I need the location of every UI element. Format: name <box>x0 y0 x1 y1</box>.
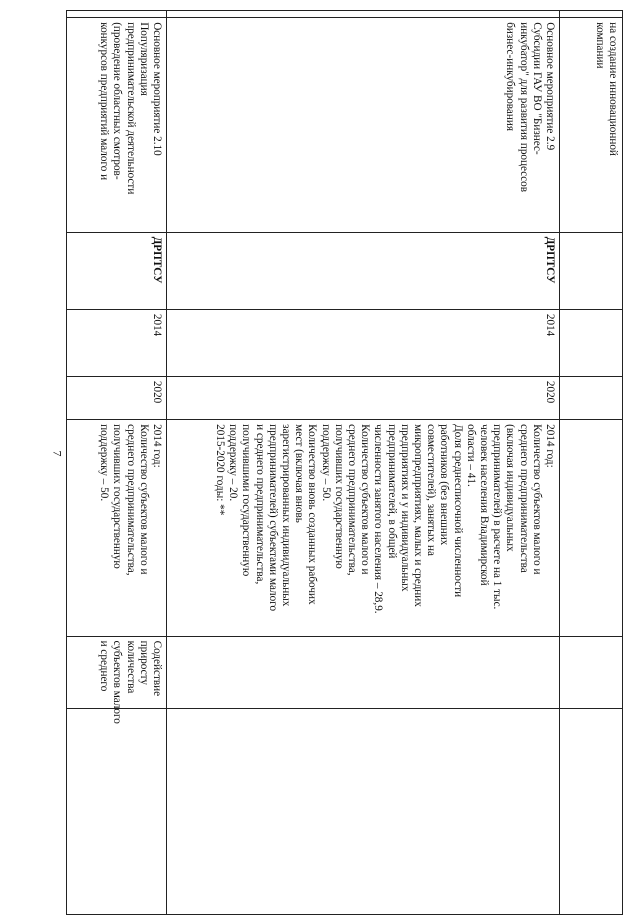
text-line: предпринимателей, в общей <box>385 424 398 559</box>
executor-cell: ДРПТСУ <box>167 232 560 309</box>
text-line: поддержку – 50. <box>319 424 332 502</box>
rotated-table-page <box>67 10 623 915</box>
executor-cell: ДРПТСУ <box>67 232 167 309</box>
text-line: микропредприятиях, малых и средних <box>411 424 424 607</box>
text-line: Количество вновь созданных рабочих <box>306 424 319 605</box>
measure-cell <box>167 18 560 232</box>
text-line: конкурсов предприятий малого и <box>98 22 111 181</box>
text-line: Основное мероприятие 2.10 <box>151 22 163 156</box>
measure-cell <box>67 18 167 232</box>
program-measures-table <box>66 10 623 915</box>
empty-cell <box>560 376 623 419</box>
text-line: (включая индивидуальных <box>504 424 517 552</box>
text-line: среднего предпринимательства <box>517 424 530 573</box>
spacer-cell <box>560 11 623 18</box>
end-year-cell: 2020 <box>67 376 167 419</box>
text-line: предпринимателей) субъектами малого <box>266 424 279 612</box>
page-number: 7 <box>50 450 65 457</box>
text-line: работников (без внешних <box>438 424 451 546</box>
text-line: предпринимательской деятельности <box>124 22 137 195</box>
empty-cell <box>560 309 623 376</box>
text-line: 2015-2020 годы: ** <box>213 424 226 516</box>
empty-cell <box>560 420 623 636</box>
text-line: поддержку – 50. <box>98 424 111 502</box>
text-line: и среднего предпринимательства, <box>253 424 266 585</box>
empty-cell <box>560 708 623 914</box>
text-line: и среднего <box>98 640 111 692</box>
text-line: компании <box>593 22 606 69</box>
text-line: человек населения Владимирской <box>477 424 490 586</box>
text-line: получивших государственную <box>332 424 345 569</box>
text-line: (проведение областных смотров- <box>111 22 124 180</box>
text-line: Количество субъектов малого и <box>137 424 150 575</box>
empty-cell <box>560 232 623 309</box>
spacer-cell <box>67 11 167 18</box>
text-line: предприятиях и у индивидуальных <box>398 424 411 592</box>
indicator-cell <box>167 420 560 636</box>
text-line: Количество субъектов малого и <box>359 424 372 575</box>
text-line: среднего предпринимательства, <box>345 424 358 576</box>
text-line: получившими государственную <box>240 424 253 577</box>
text-line: совместителей), занятых на <box>425 424 438 556</box>
text-line: численности занятого населения – 28,9. <box>372 424 385 614</box>
text-line: области – 41. <box>464 424 477 487</box>
start-year-cell: 2014 <box>67 309 167 376</box>
goal-cell <box>67 636 167 724</box>
text-line: среднего предпринимательства, <box>124 424 137 576</box>
indicator-cell <box>67 420 167 636</box>
text-line: 2014 год: <box>151 424 163 468</box>
text-line: Основное мероприятие 2.9 <box>544 22 556 151</box>
goal-cell <box>167 636 560 708</box>
text-line: Популяризация <box>137 22 150 96</box>
text-line: 2014 год: <box>544 424 556 468</box>
text-line: предпринимателей) в расчете на 1 тыс. <box>491 424 504 610</box>
empty-cell <box>560 636 623 708</box>
table-row <box>167 11 560 915</box>
text-line: зарегистрированных индивидуальных <box>279 424 292 607</box>
text-line: бизнес-инкубирования <box>504 22 517 132</box>
continued-measure-cell <box>560 18 623 232</box>
text-line: на создание инновационной <box>607 22 619 156</box>
text-line: количества <box>124 640 137 694</box>
text-line: получивших государственную <box>111 424 124 569</box>
text-line: поддержку – 20. <box>227 424 240 502</box>
text-line: мест (включая вновь <box>293 424 306 523</box>
spacer-cell <box>167 11 560 18</box>
text-line: субъектов малого <box>111 640 124 724</box>
text-line: Доля среднесписочной численности <box>451 424 464 598</box>
text-line: Содействие <box>151 640 163 697</box>
start-year-cell: 2014 <box>167 309 560 376</box>
text-line: приросту <box>137 640 150 685</box>
empty-cell <box>67 708 167 914</box>
text-line: Количество субъектов малого и <box>530 424 543 575</box>
table-row <box>67 11 167 915</box>
text-line: инкубатор" для развития процессов <box>517 22 530 193</box>
text-line: Субсидии ГАУ ВО "Бизнес- <box>530 22 543 155</box>
empty-cell <box>167 708 560 914</box>
end-year-cell: 2020 <box>167 376 560 419</box>
table-row <box>560 11 623 915</box>
